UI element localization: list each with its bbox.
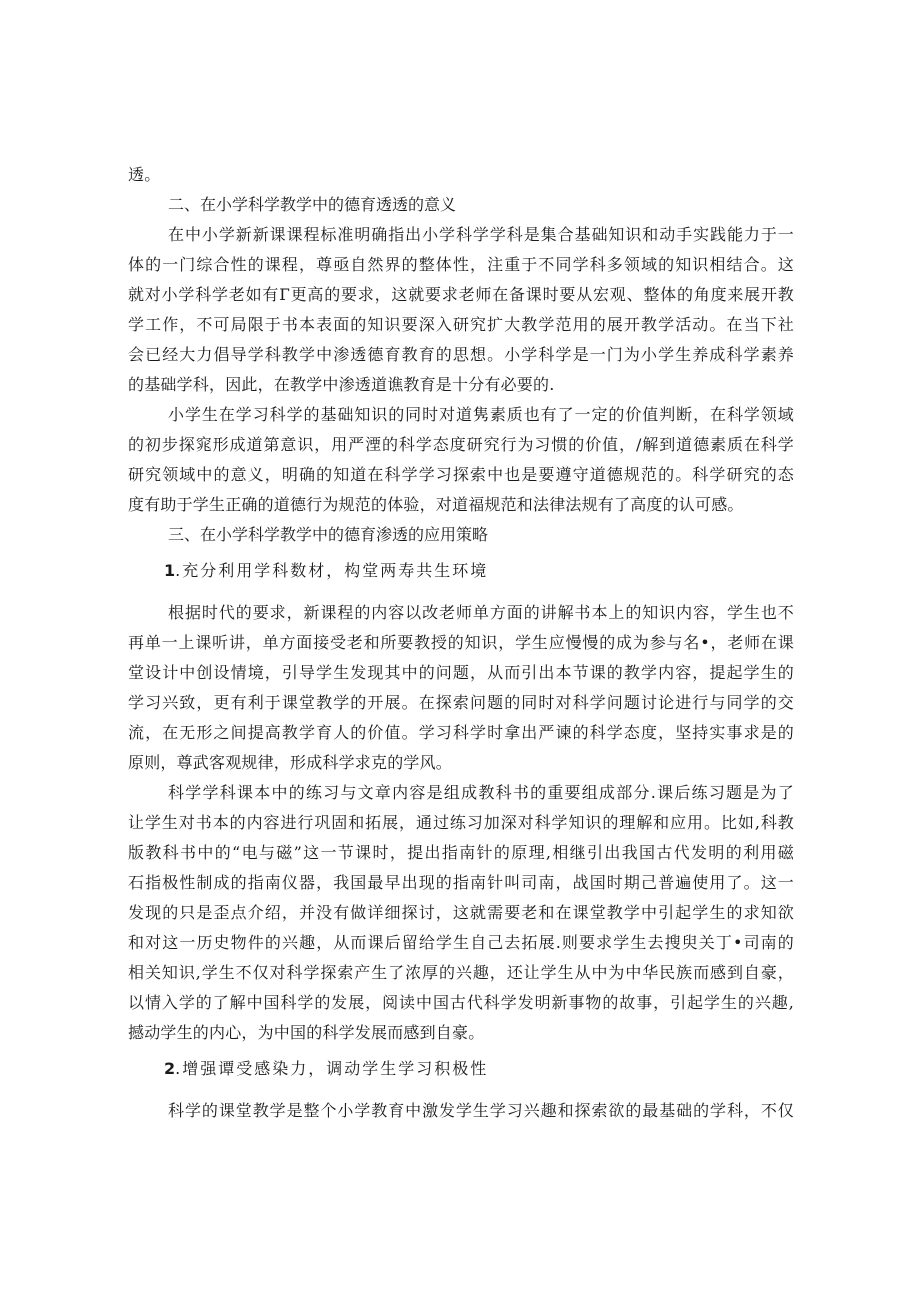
paragraph-line: 堂设计中创设情境，引导学生发现其中的问题，从而引出本节课的教学内容，提起学生的	[128, 663, 794, 682]
paragraph-line: 发现的只是歪点介绍，并没有做详细探讨，这就需要老和在课堂教学中引起学生的求知欲	[128, 903, 794, 922]
paragraph-line: 撼动学生的内心，为中国的科学发展而感到自豪。	[128, 1023, 485, 1042]
section3-heading: 三、在小学科学教学中的德育渗透的应用策略	[168, 525, 489, 544]
paragraph-line: 学习兴致，更有利于课堂教学的开展。在探索问题的同时对科学问题讨论进行与同学的交	[128, 693, 794, 712]
paragraph-line: 小学生在学习科学的基础知识的同时对道隽素质也有了一定的价值判断，在科学领域	[168, 405, 794, 424]
paragraph-line: 就对小学科学老如有Г更高的要求，这就要求老师在备课时要从宏观、整体的角度来展开教	[128, 285, 794, 304]
subsection2-number: 2	[164, 1059, 176, 1078]
paragraph-line: 学工作，不可局限于书本表面的知识要深入研究扩大教学范用的展开教学活动。在当下社	[128, 315, 794, 334]
section2-heading: 二、在小学科学教学中的德育透透的意义	[168, 195, 457, 214]
subsection2-title: .增强谭受感染力，调动学生学习积极性	[175, 1059, 489, 1078]
paragraph-line: 相关知识,学生不仅对科学探索产生了浓厚的兴趣，还让学生从中为中华民族而感到自豪，	[128, 963, 794, 982]
paragraph-line: 体的一门综合性的课程，尊亟自然界的整体性，注重于不同学科多领域的知识相结合。这	[128, 255, 794, 274]
paragraph-line: 原则，尊武客观规律，形成科学求克的学风。	[128, 753, 453, 772]
section3-paragraph-2	[128, 778, 794, 1048]
section3-paragraph-3	[128, 1096, 794, 1126]
section2-paragraph-1	[128, 220, 794, 400]
subsection2-heading	[128, 1054, 794, 1084]
paragraph-line: 的基础学科，因此，在教学中渗透道谯教育是十分有必要的.	[128, 375, 555, 394]
paragraph-line: 根据时代的要求，新课程的内容以改老师单方面的讲解书本上的知识内容，学生也不	[168, 603, 794, 622]
paragraph-line: 度有助于学生正确的道德行为规范的体验，对道福规范和法律法规有了高度的认可感。	[128, 495, 744, 514]
paragraph-line: 研究领域中的意义，明确的知道在科学学习探索中也是要遵守道德规范的。科学研究的态	[128, 465, 794, 484]
paragraph-line: 会已经大力倡导学科教学中渗透德育教育的思想。小学科学是一门为小学生养成科学素养	[128, 345, 794, 364]
intro-tail-line: 透。	[128, 165, 161, 184]
paragraph-line: 再单一上课听讲，单方面接受老和所要教授的知识，学生应慢慢的成为参与名•，老师在课	[128, 633, 794, 652]
section3-paragraph-1	[128, 598, 794, 778]
paragraph-line: 版教科书中的“电与磁”这一节课时，提出指南针的原理,相继引出我国古代发明的利用磁	[128, 843, 794, 862]
document-page	[128, 160, 794, 1126]
subsection1-title: .充分利用学科数材，构堂两寿共生环境	[175, 561, 489, 580]
subsection1-heading	[128, 556, 794, 586]
paragraph-line: 流，在无形之间提高教学育人的价值。学习科学时拿出严谏的科学态度，坚持实事求是的	[128, 723, 794, 742]
paragraph-line: 让学生对书本的内容进行巩固和拓展，通过练习加深对科学知识的理解和应用。比如,科教	[128, 813, 794, 832]
section2-paragraph-2	[128, 400, 794, 520]
paragraph-line: 科学学科课本中的练习与文章内容是组成教科书的重要组成部分.课后练习题是为了	[168, 783, 794, 802]
paragraph-line: 的初步探窕形成道第意识，用严湮的科学态度研究行为习惯的价值，/解到道德素质在科学	[128, 435, 794, 454]
paragraph-line: 科学的课堂教学是整个小学教育中激发学生学习兴趣和探索欲的最基础的学科，不仅	[168, 1101, 794, 1120]
paragraph-line: 和对这一历史物件的兴趣，从而课后留给学生自己去拓展.则要求学生去搜臾关丁•司南的	[128, 933, 794, 952]
paragraph-line: 以情入学的了解中国科学的发展，阅读中国古代科学发明新事物的故事，引起学生的兴趣,	[128, 993, 794, 1012]
subsection1-number: 1	[164, 561, 176, 580]
paragraph-line: 石指极性制成的指南仪器，我国最早出现的指南针叫司南，战国时期己普遍使用了。这一	[128, 873, 794, 892]
paragraph-line: 在中小学新新课课程标准明确指出小学科学学科是集合基础知识和动手实践能力于一	[168, 225, 794, 244]
